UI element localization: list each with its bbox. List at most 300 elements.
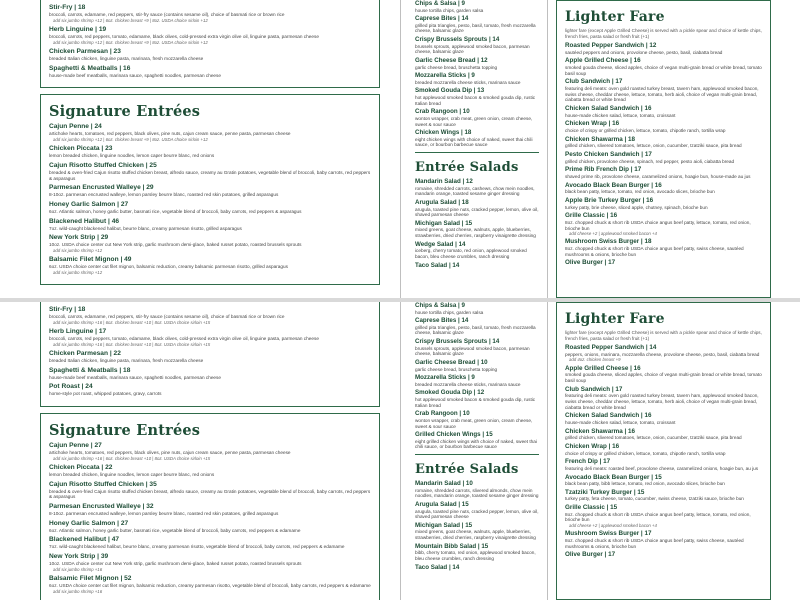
item-price: 14	[452, 563, 460, 571]
mains-section	[40, 0, 380, 88]
item-heading	[49, 553, 371, 561]
item-name: Avocado Black Bean Burger	[565, 473, 650, 481]
item-name: Mushroom Swiss Burger	[565, 530, 640, 538]
price-separator: |	[95, 553, 101, 561]
item-name: Chicken Wings	[415, 129, 460, 137]
mains-section	[40, 302, 380, 407]
menu-item	[49, 162, 371, 181]
item-addon: add 4oz. chicken breast +9	[569, 357, 621, 363]
item-heading	[415, 72, 539, 80]
section-note: lighter fare (except Apple Grilled Cheese) is served with a pickle spear and choice of kettle chips, french fries, pasta salad or fresh fruit (+1)	[565, 330, 762, 341]
item-description: shaved prime rib, provolone cheese, caramelized onions, hoagie bun, house-made au jus	[565, 173, 751, 179]
menu-item	[565, 504, 762, 528]
price-separator: |	[140, 184, 147, 192]
column-divider	[547, 302, 548, 600]
item-price: 9	[471, 374, 475, 382]
item-heading	[565, 551, 762, 559]
item-description: 8-10oz. parmesan encrusted walleye, lemon parsley beurre blanc, roasted red skin potatoes, grilled asparagus	[49, 192, 279, 198]
menu-item	[565, 344, 762, 363]
item-heading	[49, 367, 371, 375]
menu-item	[415, 501, 539, 520]
price-separator: |	[72, 306, 78, 313]
item-heading	[565, 443, 762, 451]
appetizers-section	[415, 302, 539, 450]
item-description: house tortilla chips, garden salsa	[415, 309, 484, 315]
item-heading	[565, 212, 762, 220]
menu-item	[415, 338, 539, 357]
menu-item	[49, 481, 371, 500]
menu-item	[415, 178, 539, 197]
price-separator: |	[639, 530, 645, 538]
item-description: smoked gouda cheese, sliced apples, choice of vegan multi-grain bread or white bread, tomato basil soup	[565, 65, 762, 76]
item-price: 10	[462, 108, 470, 116]
item-heading	[565, 428, 762, 436]
menu-item	[49, 328, 371, 347]
item-description: black bean patty, bibb lettuce, tomato, red onion, avocado slices, brioche bun	[565, 481, 725, 487]
item-price: 18	[461, 199, 469, 207]
item-heading	[565, 474, 762, 482]
menu-item	[49, 367, 371, 381]
item-name: Chicken Salad Sandwich	[565, 412, 640, 420]
item-description: featuring deli meats: oven gold roasted turkey breast, tavern ham, applewood smoked bacon, swiss cheese, cheddar cheese, lettuce, tomato, herb aioli, choice of vegan multi-grain bread, ciabatta bread or white bread	[565, 393, 759, 410]
item-description: 10oz. USDA choice center cut New York strip, garlic mushroom demi-glace, baked russet potato, roasted brussels sprouts	[49, 561, 302, 567]
menu-item	[565, 428, 762, 441]
item-name: Garlic Cheese Bread	[415, 57, 476, 65]
item-description: 8oz. chopped chuck & short rib USDA choice angus beef patty, lettuce, tomato, red onion, brioche bun	[565, 511, 751, 523]
item-addon: add six jumbo shrimp +16 | 6oz. chicken breast +10 | 8oz. USDA choice sirloin +15	[53, 319, 211, 325]
item-name: Olive Burger	[565, 259, 603, 267]
item-heading	[565, 412, 762, 420]
item-heading	[565, 182, 762, 190]
item-heading	[49, 520, 371, 528]
item-description: 6oz. Atlantic salmon, honey garlic butter, basmati rice, vegetable blend of broccoli, baby carrots, red peppers & asparagus	[49, 208, 302, 214]
menu-item	[415, 262, 539, 270]
item-heading	[49, 350, 371, 358]
section-title: Signature Entrées	[49, 103, 201, 121]
item-heading	[565, 78, 762, 86]
item-heading	[49, 536, 371, 544]
item-heading	[415, 480, 539, 488]
price-separator: |	[106, 536, 112, 544]
item-price: 17	[615, 385, 623, 393]
item-name: Stir-Fry	[49, 4, 73, 11]
item-name: Honey Garlic Salmon	[49, 519, 116, 527]
price-separator: |	[649, 181, 655, 189]
price-separator: |	[95, 234, 101, 242]
menu-item	[49, 575, 371, 594]
item-heading	[415, 302, 539, 310]
item-description: breaded mozzarella cheese sticks, marinara sauce	[415, 381, 521, 387]
item-description: 6oz. USDA choice center cut filet mignon, balsamic reduction, creamy parmesan risotto, vegetable blend of broccoli, baby carrots, red peppers & edamame	[49, 582, 371, 588]
item-price: 18	[77, 4, 86, 11]
item-description: bibb, cherry tomato, red onion, applewood smoked bacon, bleu cheese crumbles, ranch dressing	[415, 550, 536, 562]
item-description: 8-10oz. parmesan encrusted walleye, lemon parsley beurre blanc, roasted red skin potatoes, grilled asparagus	[49, 510, 279, 516]
item-heading	[415, 410, 539, 418]
price-separator: |	[610, 385, 616, 393]
price-separator: |	[602, 259, 609, 267]
menu-item	[415, 220, 539, 239]
item-heading	[49, 184, 371, 192]
item-heading	[49, 575, 371, 583]
item-heading	[415, 359, 539, 367]
menu-item	[565, 259, 762, 267]
item-name: Tzatziki Turkey Burger	[565, 488, 633, 496]
menu-item	[49, 26, 371, 45]
item-price: 16	[654, 181, 662, 189]
item-name: Spaghetti & Meatballs	[49, 366, 118, 374]
price-separator: |	[460, 521, 466, 529]
item-price: 23	[105, 145, 113, 153]
item-name: Wedge Salad	[415, 240, 454, 248]
item-heading	[565, 489, 762, 497]
item-heading	[565, 166, 762, 174]
column-divider	[400, 0, 401, 298]
menu-item	[49, 306, 371, 325]
menu-item	[415, 431, 539, 450]
price-separator: |	[604, 504, 611, 512]
item-heading	[49, 383, 371, 391]
section-title: Signature Entrées	[49, 421, 201, 439]
item-price: 14	[458, 240, 466, 248]
item-price: 25	[149, 161, 157, 169]
menu-item	[415, 15, 539, 34]
price-separator: |	[108, 349, 114, 357]
item-price: 15	[465, 219, 473, 227]
item-name: Garlic Cheese Bread	[415, 359, 476, 367]
price-separator: |	[115, 519, 121, 527]
column-divider	[547, 0, 548, 298]
menu-item	[49, 218, 371, 232]
item-description: garlic cheese bread, bruschetta topping	[415, 64, 498, 70]
item-description: house-made chicken salad, lettuce, tomato, croissant	[565, 112, 676, 118]
price-separator: |	[629, 166, 635, 174]
item-price: 47	[111, 536, 120, 544]
item-name: Caprese Bites	[415, 15, 457, 23]
item-name: Apple Grilled Cheese	[565, 364, 629, 372]
item-name: Mountain Bibb Salad	[415, 542, 477, 550]
price-separator: |	[466, 72, 472, 80]
price-separator: |	[460, 219, 466, 227]
menu-item	[415, 564, 539, 572]
menu-item	[565, 182, 762, 195]
menu-item	[415, 241, 539, 260]
item-price: 18	[464, 129, 472, 137]
item-heading	[565, 105, 762, 113]
item-heading	[415, 564, 539, 572]
item-description: lemon breaded chicken, linguine noodles, lemon caper beurre blanc, red onions	[49, 471, 215, 477]
menu-item	[415, 302, 539, 315]
price-separator: |	[475, 359, 481, 367]
menu-item	[49, 145, 371, 159]
price-separator: |	[99, 145, 106, 153]
item-addon: add six jumbo shrimp +16 | 6oz. chicken breast +10 | 8oz. USDA choice sirloin +15	[53, 455, 211, 461]
price-separator: |	[610, 78, 616, 86]
item-heading	[565, 458, 762, 466]
item-price: 49	[124, 256, 132, 264]
item-price: 32	[146, 502, 154, 510]
item-name: Club Sandwich	[565, 78, 611, 86]
menu-item	[415, 72, 539, 85]
item-price: 15	[465, 521, 473, 529]
column-middle	[415, 302, 539, 600]
price-separator: |	[453, 240, 459, 248]
item-heading	[565, 365, 762, 373]
item-price: 17	[98, 327, 107, 335]
lighter-fare-section	[556, 0, 771, 298]
item-price: 16	[633, 364, 641, 372]
item-name: Pot Roast	[49, 383, 80, 391]
price-separator: |	[143, 480, 150, 488]
menu-item	[565, 365, 762, 384]
item-description: sautéed peppers and onions, provolone cheese, pesto, basil, ciabatta bread	[565, 49, 723, 55]
item-price: 16	[633, 57, 641, 65]
menu-item	[49, 553, 371, 572]
item-name: Smoked Gouda Dip	[415, 87, 473, 95]
item-name: Grille Classic	[565, 504, 605, 512]
item-heading	[415, 543, 539, 551]
item-name: New York Strip	[49, 553, 96, 561]
item-description: breaded & oven-fried Cajun risotto stuffed chicken breast, alfredo sauce, creamy au Gratin potatoes, vegetable blend of broccoli, baby carrots, red peppers & asparagus	[49, 488, 371, 500]
price-separator: |	[118, 256, 125, 264]
menu-item	[49, 256, 371, 275]
price-separator: |	[632, 488, 638, 496]
menu-item	[49, 383, 371, 397]
price-separator: |	[115, 200, 121, 208]
price-separator: |	[456, 302, 462, 309]
menu-item	[565, 78, 762, 103]
price-separator: |	[472, 87, 478, 95]
price-separator: |	[456, 501, 462, 509]
price-separator: |	[140, 502, 147, 510]
signature-entrees-section	[40, 413, 380, 600]
item-name: Apple Brie Turkey Burger	[565, 196, 641, 204]
item-name: Chicken Piccata	[49, 463, 100, 471]
price-separator: |	[606, 120, 613, 128]
menu-item	[415, 317, 539, 336]
item-heading	[49, 145, 371, 153]
item-name: Parmesan Encrusted Walleye	[49, 502, 141, 510]
price-separator: |	[644, 344, 650, 352]
item-price: 16	[610, 212, 618, 220]
item-description: house-made chicken salad, lettuce, tomato, croissant	[565, 419, 676, 425]
item-heading	[565, 197, 762, 205]
item-heading	[49, 328, 371, 336]
item-name: Cajun Penne	[49, 123, 89, 131]
item-name: French Dip	[565, 458, 598, 466]
price-separator: |	[456, 317, 462, 325]
item-description: 8oz. chopped chuck & short rib USDA choice angus beef patty, swiss cheese, sautéed mushrooms & onions, brioche bun	[565, 246, 744, 257]
item-name: Honey Garlic Salmon	[49, 200, 116, 208]
item-price: 16	[644, 412, 652, 420]
price-separator: |	[639, 412, 645, 420]
item-heading	[415, 501, 539, 509]
menu-item	[565, 136, 762, 149]
column-left	[40, 302, 380, 600]
item-addon: add cheese +2 | applewood smoked bacon +4	[569, 231, 657, 237]
item-description: arugula, toasted pine nuts, cracked pepper, lemon, olive oil, shaved parmesan cheese	[415, 206, 539, 218]
item-description: black bean patty, lettuce, tomato, red onion, avocado slices, brioche bun	[565, 189, 715, 195]
section-title: Lighter Fare	[565, 311, 665, 327]
item-description: broccoli, carrots, red peppers, tomato, edamame, black olives, cold-pressed extra virgin olive oil, linguine pasta, parmesan cheese	[49, 33, 319, 39]
item-description: grilled chicken, provolone cheese, spinach, red pepper, pesto aioli, ciabatta bread	[565, 158, 735, 164]
price-separator: |	[118, 574, 125, 582]
item-price: 14	[649, 344, 657, 352]
item-price: 22	[113, 349, 121, 357]
item-price: 27	[94, 441, 102, 449]
item-price: 9	[471, 72, 475, 80]
item-description: breaded & oven-fried Cajun risotto stuffed chicken breast, alfredo sauce, creamy au Gratin potatoes, vegetable blend of broccoli, baby carrots, red peppers & asparagus	[49, 169, 371, 181]
menu-item	[415, 410, 539, 429]
item-heading	[415, 15, 539, 23]
item-price: 18	[628, 135, 636, 143]
item-price: 29	[100, 234, 109, 242]
item-heading	[415, 178, 539, 186]
price-separator: |	[457, 108, 463, 116]
item-description: smoked gouda cheese, sliced apples, choice of vegan multi-grain bread or white bread, tomato basil soup	[565, 372, 762, 383]
item-addon: add six jumbo shrimp +12	[53, 269, 103, 275]
item-addon: add six jumbo shrimp +16	[53, 588, 103, 594]
item-heading	[49, 48, 371, 56]
menu-item	[415, 522, 539, 541]
menu-item	[415, 129, 539, 148]
menu-item	[565, 551, 762, 559]
item-heading	[49, 162, 371, 170]
item-name: Crispy Brussels Sprouts	[415, 338, 488, 346]
item-name: Arugula Salad	[415, 199, 457, 207]
price-separator: |	[604, 212, 611, 220]
item-addon: add six jumbo shrimp +12 | 6oz. chicken breast +9 | 8oz. USDA choice sirloin +12	[53, 136, 208, 142]
item-price: 46	[111, 217, 120, 225]
item-heading	[415, 0, 539, 8]
column-right	[556, 302, 771, 600]
item-heading	[415, 87, 539, 95]
item-heading	[49, 4, 371, 12]
item-price: 16	[644, 105, 652, 113]
item-description: artichoke hearts, tomatoes, red peppers, black olives, pine nuts, cajun cream sauce, penne pasta, parmesan cheese	[49, 449, 291, 455]
item-name: Chicken Piccata	[49, 145, 100, 153]
item-addon: add six jumbo shrimp +16 | 6oz. chicken breast +10 | 8oz. USDA choice sirloin +15	[53, 341, 211, 347]
item-description: 8oz. chopped chuck & short rib USDA choice angus beef patty, swiss cheese, sautéed mushrooms & onions, brioche bun	[565, 537, 744, 549]
item-name: Arugula Salad	[415, 501, 457, 509]
item-heading	[49, 442, 371, 450]
price-separator: |	[460, 480, 466, 488]
item-price: 15	[654, 473, 662, 481]
item-price: 9	[461, 302, 465, 309]
item-description: broccoli, carrots, red peppers, tomato, edamame, black olives, cold-pressed extra virgin olive oil, linguine pasta, parmesan cheese	[49, 335, 319, 341]
item-description: grilled chicken, slivered tomatoes, lettuce, onion, cucumber, tzatziki sauce, pita bread	[565, 143, 742, 149]
item-heading	[415, 431, 539, 439]
item-description: arugula, toasted pine nuts, cracked pepper, lemon, olive oil, shaved parmesan cheese	[415, 508, 539, 520]
price-separator: |	[447, 563, 453, 571]
item-price: 27	[120, 519, 129, 527]
item-price: 29	[146, 184, 154, 192]
item-heading	[415, 108, 539, 116]
item-description: garlic cheese bread, bruschetta topping	[415, 366, 498, 372]
item-price: 17	[615, 78, 623, 86]
item-heading	[565, 57, 762, 65]
menu-page-bottom	[0, 302, 800, 600]
price-separator: |	[143, 161, 150, 169]
item-heading	[49, 256, 371, 264]
menu-item	[49, 234, 371, 253]
item-addon: add six jumbo shrimp +12 | 6oz. chicken breast +9 | 8oz. USDA choice sirloin +12	[53, 17, 208, 23]
menu-item	[415, 480, 539, 499]
item-description: turkey patty, feta cheese, tomato, cucumber, swiss cheese, tzatziki sauce, brioche bun	[565, 496, 744, 502]
item-heading	[415, 57, 539, 65]
item-description: grilled pita triangles, pesto, basil, tomato, fresh mozzarella cheese, balsamic glaze	[415, 324, 536, 336]
item-heading	[49, 234, 371, 242]
item-name: Chicken Wrap	[565, 120, 607, 128]
menu-item	[49, 536, 371, 550]
item-price: 14	[461, 317, 469, 325]
item-name: Chicken Parmesan	[49, 349, 109, 357]
menu-item	[565, 166, 762, 179]
item-heading	[415, 262, 539, 270]
entree-salads-section	[415, 454, 539, 571]
item-price: 10	[465, 480, 473, 488]
price-separator: |	[639, 105, 645, 113]
item-name: Herb Linguine	[49, 327, 94, 335]
item-price: 14	[492, 338, 500, 346]
item-name: Balsamic Filet Mignon	[49, 256, 119, 264]
item-description: iceberg, cherry tomato, red onion, applewood smoked bacon, bleu cheese crumbles, ranch dressing	[415, 248, 527, 260]
item-name: Cajun Penne	[49, 441, 89, 449]
column-divider	[400, 302, 401, 600]
price-separator: |	[622, 427, 629, 435]
item-heading	[565, 259, 762, 267]
menu-item	[415, 543, 539, 562]
menu-item	[565, 238, 762, 257]
item-name: Chicken Parmesan	[49, 47, 109, 55]
price-separator: |	[487, 338, 493, 346]
item-price: 17	[644, 530, 652, 538]
section-title: Entrée Salads	[415, 160, 519, 176]
price-separator: |	[117, 366, 124, 374]
menu-item	[415, 36, 539, 55]
item-description: house-made beef meatballs, marinara sauce, spaghetti noodles, parmesan cheese	[49, 374, 221, 380]
item-name: Chicken Shawarma	[565, 427, 623, 435]
item-name: Spaghetti & Meatballs	[49, 64, 118, 72]
item-name: Parmesan Encrusted Walleye	[49, 184, 141, 192]
item-description: brussels sprouts, applewood smoked bacon, parmesan cheese, balsamic glaze	[415, 345, 530, 357]
item-price: 17	[608, 259, 616, 267]
price-separator: |	[456, 15, 462, 23]
item-name: Mandarin Salad	[415, 178, 461, 186]
item-price: 22	[105, 463, 113, 471]
menu-item	[49, 503, 371, 517]
menu-page-top	[0, 0, 800, 298]
item-name: Mozzarella Sticks	[415, 374, 467, 382]
menu-item	[565, 474, 762, 487]
item-price: 16	[123, 64, 131, 72]
item-heading	[565, 344, 762, 352]
item-price: 17	[603, 458, 611, 466]
item-description: lemon breaded chicken, linguine noodles, lemon caper beurre blanc, red onions	[49, 153, 215, 159]
item-price: 15	[481, 542, 489, 550]
item-heading	[49, 201, 371, 209]
signature-entrees-section	[40, 94, 380, 285]
item-description: wonton wrapper, crab meat, green onion, cream cheese, sweet & sour sauce	[415, 115, 533, 127]
price-separator: |	[639, 151, 645, 159]
price-separator: |	[640, 196, 647, 204]
menu-item	[415, 199, 539, 218]
menu-item	[49, 123, 371, 142]
item-name: Roasted Pepper Sandwich	[565, 344, 645, 352]
price-separator: |	[649, 473, 655, 481]
item-name: Chips & Salsa	[415, 302, 457, 309]
price-separator: |	[117, 64, 124, 72]
price-separator: |	[480, 431, 486, 439]
